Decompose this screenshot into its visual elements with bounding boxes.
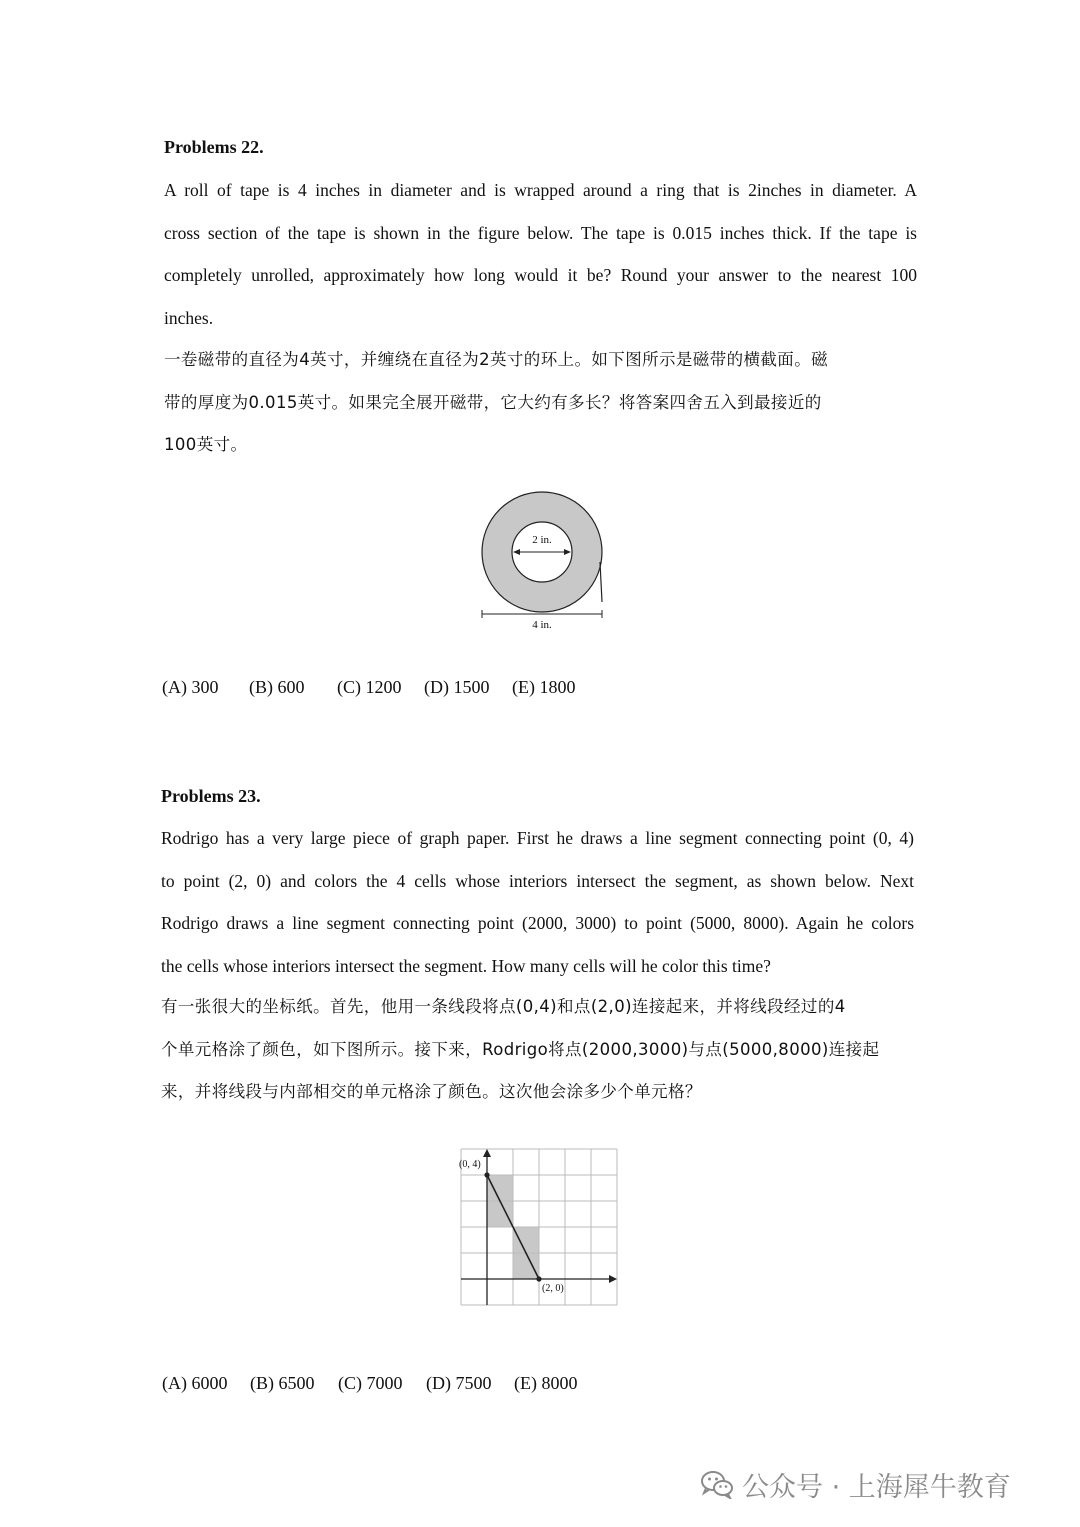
- problem-22-chinese-text: [164, 339, 924, 467]
- watermark: [700, 1462, 1011, 1506]
- problem-23-chinese-text: [161, 986, 921, 1114]
- problem-23-english-text: [161, 817, 914, 987]
- tape-loose-end: [600, 562, 602, 602]
- shaded-cell: [487, 1201, 513, 1227]
- text-line: Rodrigo draws a line segment connecting point (2000, 3000) to point (5000, 8000). Again he colors: [161, 913, 914, 933]
- text-line: 来，并将线段与内部相交的单元格涂了颜色。这次他会涂多少个单元格？: [161, 1082, 702, 1101]
- text-line: to point (2, 0) and colors the 4 cells whose interiors intersect the segment, as shown below. Next: [161, 870, 914, 891]
- answer-choice-c[interactable]: (C) 7000: [338, 1373, 403, 1393]
- shaded-cell: [487, 1175, 513, 1201]
- shaded-cell: [513, 1227, 539, 1253]
- problem-22-english-text: [164, 169, 917, 339]
- shaded-cell: [513, 1253, 539, 1279]
- graph-paper-figure: [455, 1145, 625, 1310]
- answer-choice-a[interactable]: (A) 300: [162, 677, 219, 697]
- y-axis-arrowhead: [483, 1149, 491, 1157]
- answer-choice-e[interactable]: (E) 1800: [512, 677, 576, 697]
- tape-roll-figure: [470, 480, 620, 640]
- text-line: 带的厚度为0.015英寸。如果完全展开磁带，它大约有多长？将答案四舍五入到最接近的: [164, 392, 822, 412]
- answer-choice-d[interactable]: (D) 7500: [426, 1373, 492, 1393]
- wechat-icon: [700, 1469, 734, 1499]
- answer-choice-b[interactable]: (B) 6500: [250, 1373, 315, 1393]
- answer-choice-b[interactable]: (B) 600: [249, 677, 305, 697]
- text-line: 一卷磁带的直径为4英寸，并缠绕在直径为2英寸的环上。如下图所示是磁带的横截面。磁: [164, 350, 828, 369]
- text-line: 有一张很大的坐标纸。首先，他用一条线段将点(0,4)和点(2,0)连接起来，并将线段经过的4: [161, 997, 846, 1016]
- end-point-label: (2, 0): [542, 1283, 564, 1294]
- text-line: 100英寸。: [164, 435, 248, 454]
- text-line: inches.: [164, 307, 214, 328]
- x-axis-arrowhead: [609, 1275, 617, 1283]
- text-line: completely unrolled, approximately how long would it be? Round your answer to the nearest 100: [164, 265, 917, 285]
- text-line: cross section of the tape is shown in the figure below. The tape is 0.015 inches thick. If the tape is: [164, 222, 917, 243]
- answer-choice-a[interactable]: (A) 6000: [162, 1373, 228, 1393]
- start-point: [484, 1172, 489, 1177]
- problem-23-answer-choices: [162, 1373, 577, 1394]
- problem-22-answer-choices: [162, 677, 575, 698]
- start-point-label: (0, 4): [459, 1159, 481, 1170]
- answer-choice-d[interactable]: (D) 1500: [424, 677, 490, 697]
- watermark-text: 公众号 · 上海犀牛教育: [742, 1471, 1011, 1503]
- answer-choice-e[interactable]: (E) 8000: [514, 1373, 578, 1393]
- end-point: [536, 1276, 541, 1281]
- answer-choice-c[interactable]: (C) 1200: [337, 677, 402, 697]
- text-line: the cells whose interiors intersect the segment. How many cells will he color this time?: [161, 955, 771, 976]
- text-line: Rodrigo has a very large piece of graph paper. First he draws a line segment connecting point (0, 4): [161, 828, 914, 848]
- outer-diameter-label: 4 in.: [532, 619, 552, 631]
- problem-23-title: Problems 23.: [161, 786, 261, 806]
- inner-diameter-label: 2 in.: [532, 534, 552, 546]
- text-line: A roll of tape is 4 inches in diameter and is wrapped around a ring that is 2inches in diameter. A: [164, 180, 917, 200]
- problem-22-title: Problems 22.: [164, 137, 264, 157]
- text-line: 个单元格涂了颜色，如下图所示。接下来，Rodrigo将点(2000,3000)与点(5000,8000)连接起: [161, 1039, 880, 1059]
